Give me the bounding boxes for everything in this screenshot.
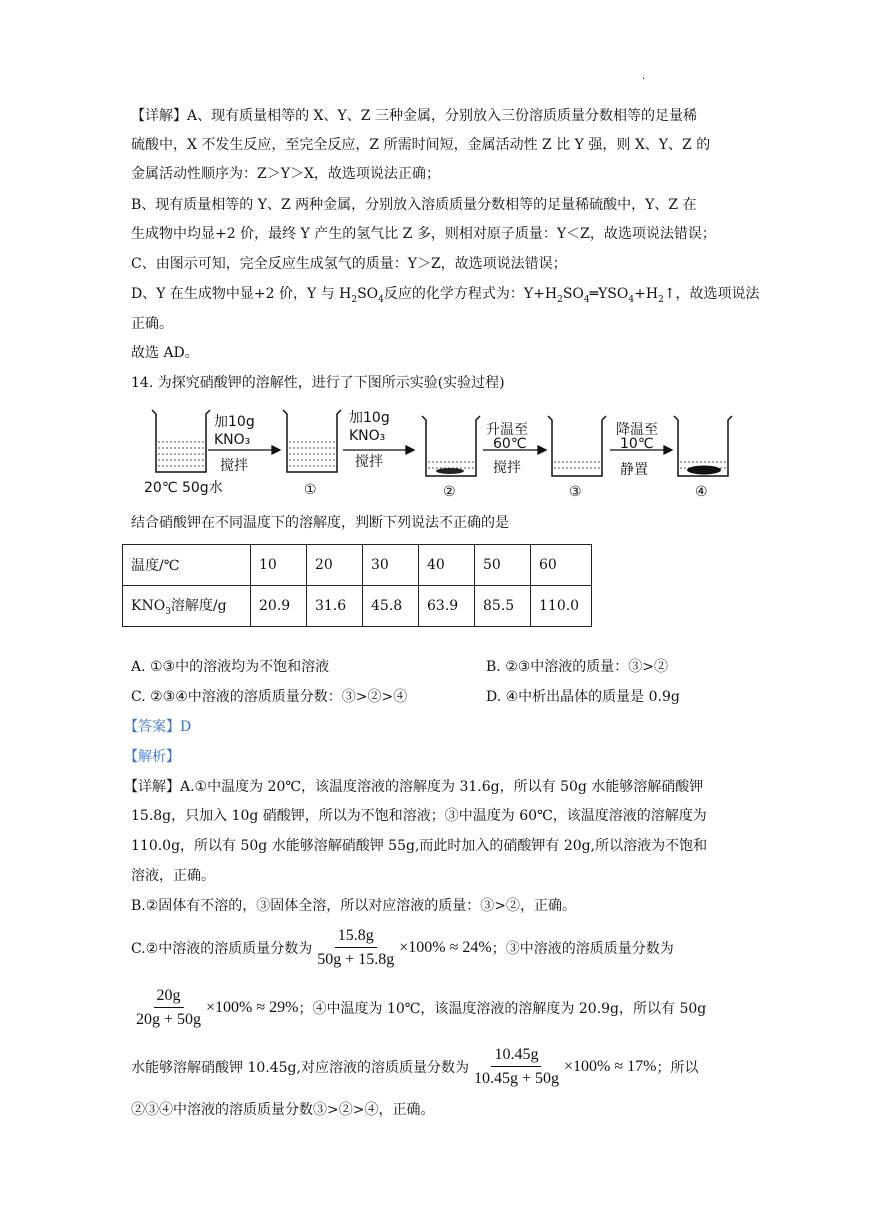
analysis-label: 【解析】 — [124, 749, 180, 765]
arrow3-line3: 搅拌 — [493, 460, 521, 476]
option-a: A. ①③中的溶液均为不饱和溶液 — [131, 659, 330, 675]
detail-line: 金属活动性顺序为：Z＞Y＞X，故选项说法正确； — [131, 166, 440, 182]
final-line: ②③④中溶液的溶质质量分数③>②>④，正确。 — [131, 1102, 435, 1118]
table-cell: 40 — [419, 545, 475, 586]
table-cell: 20 — [307, 545, 363, 586]
table-cell: 110.0 — [531, 586, 592, 627]
arrow1-line3: 搅拌 — [220, 458, 248, 474]
arrow2-line3: 搅拌 — [355, 454, 383, 470]
arrow4-line1: 降温至 — [616, 422, 658, 438]
table-cell: 60 — [531, 545, 592, 586]
detail-line: 正确。 — [131, 316, 173, 332]
start-label: 20℃ 50g水 — [144, 480, 223, 496]
beaker-label-4: ④ — [695, 484, 708, 500]
arrow3-line1: 升温至 — [486, 422, 528, 438]
arrow4-line3: 静置 — [620, 462, 648, 478]
table-cell: 63.9 — [419, 586, 475, 627]
detail2-line: 110.0g，所以有 50g 水能够溶解硝酸钾 55g,而此时加入的硝酸钾有 20g,所以溶液为不饱和 — [131, 838, 708, 854]
select-line: 故选 AD。 — [131, 345, 199, 361]
table-cell: 10 — [251, 545, 307, 586]
solubility-table — [122, 544, 592, 627]
option-b: B. ②③中溶液的质量：③>② — [486, 659, 669, 675]
fraction-3: $\frac{10.45g}{10.45g + 50g}$ — [473, 1046, 559, 1087]
detail2-line: 溶液，正确。 — [131, 868, 215, 884]
table-cell: 45.8 — [363, 586, 419, 627]
detail2-line: 【详解】A.①中温度为 20℃，该温度溶液的溶解度为 31.6g，所以有 50g 水能够溶解硝酸钾 — [124, 779, 704, 795]
detail2-line: 15.8g，只加入 10g 硝酸钾，所以为不饱和溶液；③中温度为 60℃，该温度溶液的溶解度为 — [131, 808, 707, 824]
detail-line-d: D、Y 在生成物中显+2 价，Y 与 $H_2SO_4$反应的化学方程式为：$Y+H_2SO_4═YSO_4+H_2↑$，故选项说法 — [131, 286, 760, 305]
arrow4-line2: 10℃ — [620, 436, 654, 452]
detail-line: C、由图示可知，完全反应生成氢气的质量：Y＞Z，故选项说法错误； — [131, 256, 567, 272]
table-cell: $KNO_3$溶解度/g — [123, 586, 251, 627]
arrow1-line1: 加10g — [214, 414, 255, 430]
detail-line: B、现有质量相等的 Y、Z 两种金属，分别放入溶质质量分数相等的足量稀硫酸中，Y、Z 在 — [131, 197, 697, 213]
table-cell: 85.5 — [475, 586, 531, 627]
calc-line-c3: 水能够溶解硝酸钾 10.45g,对应溶液的溶质质量分数为 $\frac{10.45g}{10.45g + 50g}$ ×100% ≈ 17% ；所以 — [131, 1046, 699, 1087]
option-c: C. ②③④中溶液的溶质质量分数：③>②>④ — [131, 689, 408, 705]
fraction-2: $\frac{20g}{20g + 50g}$ — [136, 987, 202, 1028]
table-cell: 50 — [475, 545, 531, 586]
detail-line: 硫酸中，X 不发生反应，至完全反应，Z 所需时间短，金属活动性 Z 比 Y 强，则 X、Y、Z 的 — [131, 137, 711, 153]
beaker-label-2: ② — [443, 484, 456, 500]
experiment-diagram — [138, 404, 738, 504]
combine-line: 结合硝酸钾在不同温度下的溶解度，判断下列说法不正确的是 — [131, 515, 509, 531]
beaker-label-1: ① — [304, 482, 317, 498]
table-cell: 30 — [363, 545, 419, 586]
page-dot: · — [642, 74, 646, 85]
fraction-1: $\frac{15.8g}{50g + 15.8g}$ — [317, 927, 395, 968]
detail2-line: B.②固体有不溶的，③固体全溶，所以对应溶液的质量：③>②，正确。 — [131, 898, 577, 914]
table-cell: 31.6 — [307, 586, 363, 627]
beaker-label-3: ③ — [569, 484, 582, 500]
detail-line: 生成物中均显+2 价，最终 Y 产生的氢气比 Z 多，则相对原子质量：Y＜Z，故选项说法错误； — [131, 226, 716, 242]
detail-line: 【详解】A、现有质量相等的 X、Y、Z 三种金属，分别放入三份溶质质量分数相等的足量稀 — [131, 108, 697, 124]
arrow1-line2: KNO₃ — [214, 432, 251, 448]
answer-label: 【答案】D — [124, 719, 192, 735]
table-cell: 温度/℃ — [123, 545, 251, 586]
table-row — [123, 586, 592, 627]
table-cell: 20.9 — [251, 586, 307, 627]
arrow2-line2: KNO₃ — [349, 428, 386, 444]
option-d: D. ④中析出晶体的质量是 0.9g — [486, 689, 680, 705]
calc-line-c2: $\frac{20g}{20g + 50g}$ ×100% ≈ 29% ；④中温度为 10℃，该温度溶液的溶解度为 20.9g，所以有 50g — [131, 978, 706, 1038]
question-title: 14. 为探究硝酸钾的溶解性，进行了下图所示实验(实验过程) — [131, 375, 505, 391]
table-row — [123, 545, 592, 586]
arrow3-line2: 60℃ — [493, 436, 527, 452]
arrow2-line1: 加10g — [349, 410, 390, 426]
calc-line-c: C.②中溶液的溶质质量分数为 $\frac{15.8g}{50g + 15.8g}$ ×100% ≈ 24% ；③中溶液的溶质质量分数为 — [131, 927, 674, 968]
